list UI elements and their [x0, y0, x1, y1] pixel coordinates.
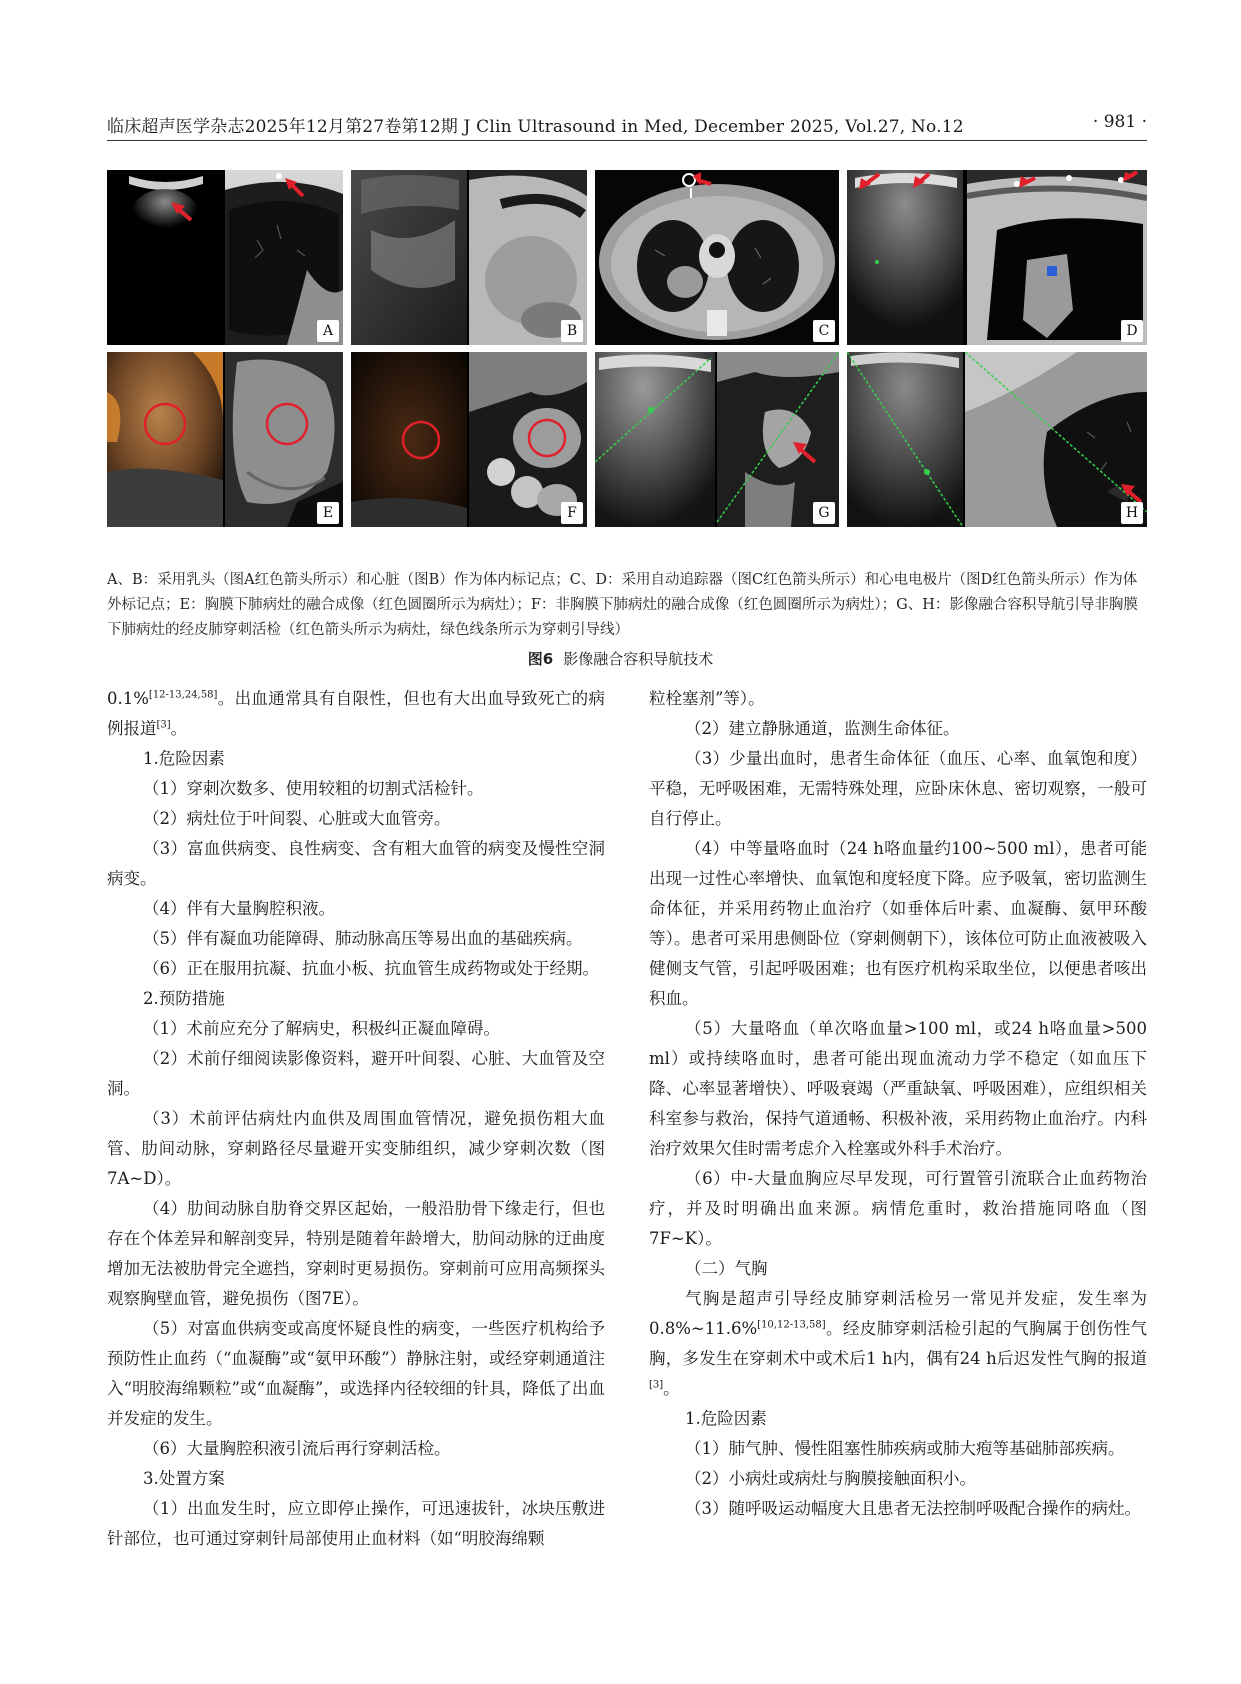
panel-b-image [351, 170, 587, 345]
page-number: · 981 · [1092, 112, 1147, 132]
paragraph [107, 834, 605, 894]
right-column [649, 684, 1147, 1524]
panel-g-image [595, 352, 839, 527]
paragraph [649, 1434, 1147, 1464]
citation: [10,12-13,58] [757, 1319, 826, 1331]
paragraph-text: 1.危险因素 [143, 749, 225, 768]
panel-c-image [595, 170, 839, 345]
citation: [3] [649, 1379, 664, 1391]
paragraph [649, 1284, 1147, 1404]
journal-header: 临床超声医学杂志2025年12月第27卷第12期 J Clin Ultrasound in Med, December 2025, Vol.27, No.12 [107, 117, 964, 137]
figure-label: 图6 [527, 650, 554, 668]
paragraph-text: （1）肺气肿、慢性阻塞性肺疾病或肺大疱等基础肺部疾病。 [685, 1439, 1125, 1458]
panel-e [107, 352, 343, 527]
paragraph [107, 1194, 605, 1314]
paragraph [649, 1464, 1147, 1494]
paragraph-text: （二）气胸 [685, 1259, 768, 1278]
paragraph-text: （3）随呼吸运动幅度大且患者无法控制呼吸配合操作的病灶。 [685, 1499, 1141, 1518]
panel-label-b: B [561, 320, 583, 342]
paragraph-text: （5）伴有凝血功能障碍、肺动脉高压等易出血的基础疾病。 [143, 929, 583, 948]
paragraph [107, 1014, 605, 1044]
paragraph [649, 684, 1147, 714]
paragraph [107, 954, 605, 984]
paragraph-text: （1）出血发生时，应立即停止操作，可迅速拔针，冰块压敷进针部位，也可通过穿刺针局部使用止血材料（如“明胶海绵颗 [107, 1499, 605, 1548]
paragraph-text: （6）正在服用抗凝、抗血小板、抗血管生成药物或处于经期。 [143, 959, 599, 978]
paragraph [107, 1494, 605, 1554]
panel-h [847, 352, 1147, 527]
panel-b [351, 170, 587, 345]
panel-f-image [351, 352, 587, 527]
paragraph-text: （2）术前仔细阅读影像资料，避开叶间裂、心脏、大血管及空洞。 [107, 1049, 605, 1098]
figure-caption: A、B：采用乳头（图A红色箭头所示）和心脏（图B）作为体内标记点；C、D：采用自动追踪器（图C红色箭头所示）和心电电极片（图D红色箭头所示）作为体外标记点；E：胸膜下肺病灶的融合成像（红色圆圈所示为病灶）；F：非胸膜下肺病灶的融合成像（红色圆圈所示为病灶）；G、H：影像融合容积导航引导非胸膜下肺病灶的经皮肺穿刺活检（红色箭头所示为病灶，绿色线条所示为穿刺引导线） [107, 572, 1138, 638]
paragraph-text: 1.危险因素 [685, 1409, 767, 1428]
panel-d [847, 170, 1147, 345]
paragraph [649, 1404, 1147, 1434]
paragraph-text: 。 [663, 1379, 680, 1398]
panel-label-f: F [561, 502, 583, 524]
figure-title-text: 影像融合容积导航技术 [563, 650, 714, 668]
figure-6 [107, 170, 1147, 558]
paragraph-text: 气胸是超声引导经皮肺穿刺活检另一常见并发症，发生率为0.8%~11.6% [649, 1289, 1147, 1338]
panel-c [595, 170, 839, 345]
panel-label-c: C [813, 320, 835, 342]
header-rule [107, 140, 1147, 141]
paragraph-text: 0.1% [107, 689, 149, 708]
paragraph-text: （6）大量胸腔积液引流后再行穿刺活检。 [143, 1439, 451, 1458]
paragraph-text: 2.预防措施 [143, 989, 225, 1008]
panel-label-h: H [1121, 502, 1143, 524]
paragraph-text: （5）大量咯血（单次咯血量>100 ml，或24 h咯血量>500 ml）或持续咯血时，患者可能出现血流动力学不稳定（如血压下降、心率显著增快）、呼吸衰竭（严重缺氧、呼吸困难），应组织相关科室参与救治，保持气道通畅、积极补液，采用药物止血治疗。内科治疗效果欠佳时需考虑介入栓塞或外科手术治疗。 [649, 1019, 1147, 1158]
paragraph [107, 924, 605, 954]
left-column [107, 684, 605, 1554]
citation: [12-13,24,58] [148, 689, 218, 701]
running-header [107, 112, 1147, 142]
paragraph [107, 1044, 605, 1104]
paragraph [649, 744, 1147, 834]
paragraph [107, 1434, 605, 1464]
panel-label-g: G [813, 502, 835, 524]
panel-label-e: E [317, 502, 339, 524]
paragraph-text: （2）小病灶或病灶与胸膜接触面积小。 [685, 1469, 976, 1488]
paragraph [107, 1104, 605, 1194]
paragraph-text: 。出血通常具有自限性，但也有大出血导致死亡的病例报道 [107, 689, 605, 738]
paragraph [649, 1164, 1147, 1254]
paragraph-text: 粒栓塞剂”等）。 [649, 689, 765, 708]
panel-a-image [107, 170, 343, 345]
paragraph-text: 。经皮肺穿刺活检引起的气胸属于创伤性气胸，多发生在穿刺术中或术后1 h内，偶有24 h后迟发性气胸的报道 [649, 1319, 1147, 1368]
citation: [3] [156, 719, 171, 731]
paragraph-text: 3.处置方案 [143, 1469, 225, 1488]
paragraph [649, 714, 1147, 744]
paragraph [649, 1014, 1147, 1164]
panel-h-image [847, 352, 1147, 527]
paragraph-text: （3）术前评估病灶内血供及周围血管情况，避免损伤粗大血管、肋间动脉，穿刺路径尽量避开实变肺组织，减少穿刺次数（图7A~D）。 [107, 1109, 605, 1188]
paragraph-text: （1）术前应充分了解病史，积极纠正凝血障碍。 [143, 1019, 500, 1038]
paragraph [107, 1464, 605, 1494]
paragraph [107, 804, 605, 834]
paragraph [107, 984, 605, 1014]
panel-d-image [847, 170, 1147, 345]
figure-title [0, 648, 1241, 669]
paragraph-text: （4）肋间动脉自肋脊交界区起始，一般沿肋骨下缘走行，但也存在个体差异和解剖变异，特别是随着年龄增大，肋间动脉的迂曲度增加无法被肋骨完全遮挡，穿刺时更易损伤。穿刺前可应用高频探头观察胸壁血管，避免损伤（图7E）。 [107, 1199, 605, 1308]
paragraph-text: 。 [170, 719, 188, 738]
paragraph-text: （4）伴有大量胸腔积液。 [143, 899, 335, 918]
paragraph-text: （4）中等量咯血时（24 h咯血量约100~500 ml），患者可能出现一过性心率增快、血氧饱和度轻度下降。应予吸氧，密切监测生命体征，并采用药物止血治疗（如垂体后叶素、血凝酶、氨甲环酸等）。患者可采用患侧卧位（穿刺侧朝下），该体位可防止血液被吸入健侧支气管，引起呼吸困难；也有医疗机构采取坐位，以便患者咳出积血。 [649, 839, 1147, 1008]
panel-a [107, 170, 343, 345]
paragraph [649, 834, 1147, 1014]
paragraph-text: （3）少量出血时，患者生命体征（血压、心率、血氧饱和度）平稳，无呼吸困难，无需特殊处理，应卧床休息、密切观察，一般可自行停止。 [649, 749, 1147, 828]
paragraph [107, 894, 605, 924]
paragraph-text: （2）建立静脉通道，监测生命体征。 [685, 719, 960, 738]
paragraph-text: （1）穿刺次数多、使用较粗的切割式活检针。 [143, 779, 484, 798]
panel-e-image [107, 352, 343, 527]
paragraph [107, 684, 605, 744]
paragraph-text: （6）中-大量血胸应尽早发现，可行置管引流联合止血药物治疗，并及时明确出血来源。病情危重时，救治措施同咯血（图7F~K）。 [649, 1169, 1147, 1248]
panel-label-a: A [317, 320, 339, 342]
paragraph [107, 744, 605, 774]
paragraph-text: （2）病灶位于叶间裂、心脏或大血管旁。 [143, 809, 451, 828]
paragraph [107, 1314, 605, 1434]
paragraph-text: （5）对富血供病变或高度怀疑良性的病变，一些医疗机构给予预防性止血药（“血凝酶”或“氨甲环酸”）静脉注射，或经穿刺通道注入“明胶海绵颗粒”或“血凝酶”，或选择内径较细的针具，降低了出血并发症的发生。 [107, 1319, 605, 1428]
panel-f [351, 352, 587, 527]
panel-label-d: D [1121, 320, 1143, 342]
panel-g [595, 352, 839, 527]
paragraph [649, 1494, 1147, 1524]
paragraph [649, 1254, 1147, 1284]
paragraph [107, 774, 605, 804]
paragraph-text: （3）富血供病变、良性病变、含有粗大血管的病变及慢性空洞病变。 [107, 839, 605, 888]
